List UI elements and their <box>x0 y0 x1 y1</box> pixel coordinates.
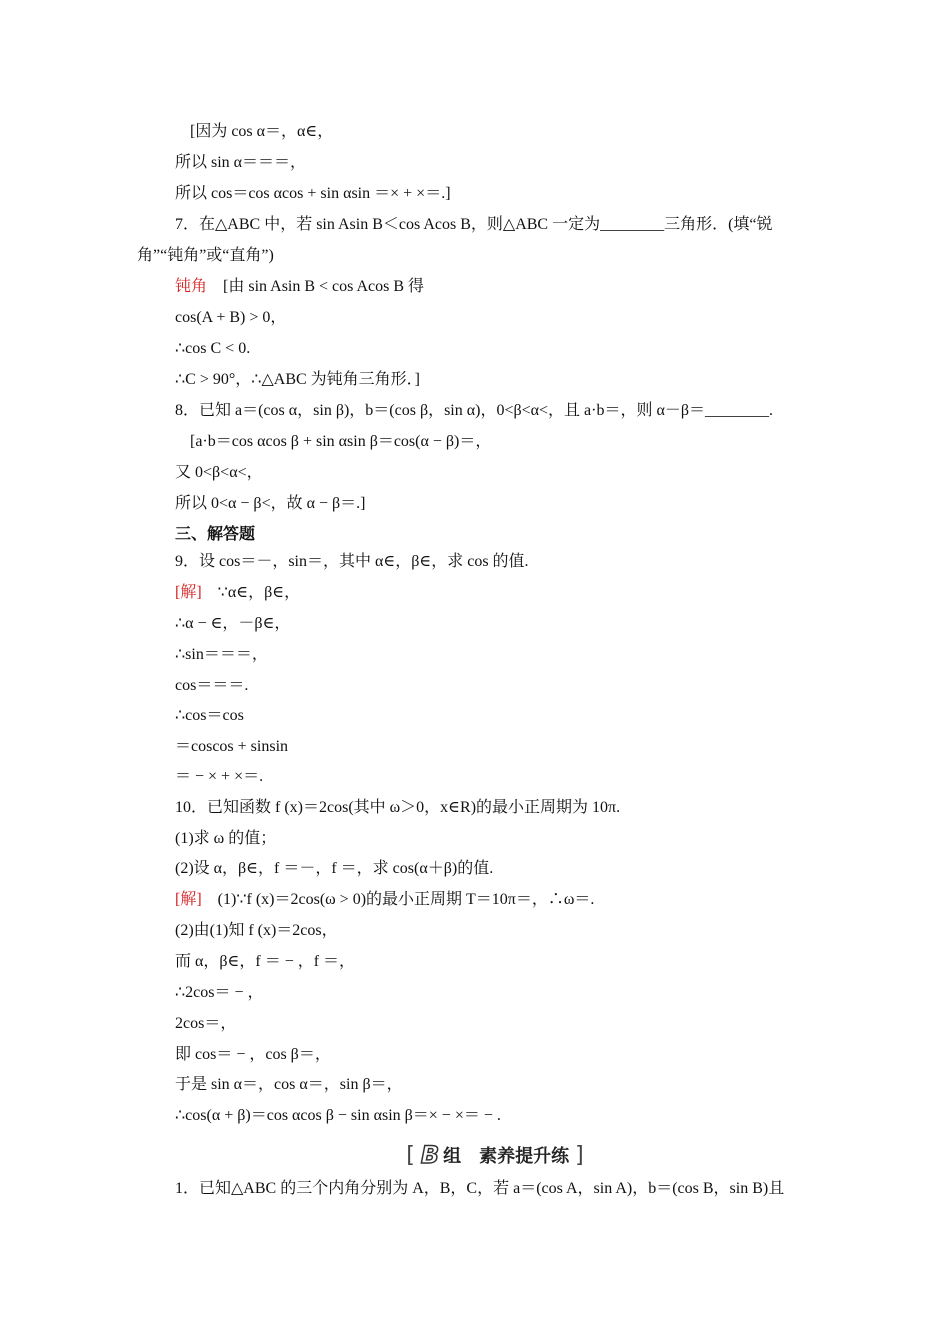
question-7-continued: 角”“钝角”或“直角”) <box>137 247 274 264</box>
solution-text: [由 sin Asin B < cos Acos B 得 <box>223 278 425 295</box>
solution-line: 所以 cos＝cos αcos + sin αsin ＝× + ×＝.] <box>175 185 451 202</box>
solution-line: ∴sin＝＝＝， <box>175 646 268 663</box>
section-heading: 三、解答题 <box>175 526 256 543</box>
solution-text: ∵α∈，β∈， <box>217 584 301 601</box>
solution-line: (2)由(1)知 f (x)＝2cos， <box>175 922 338 939</box>
group-b-header <box>395 1141 595 1169</box>
solution-line: ∴cos(α + β)＝cos αcos β − sin αsin β＝× − ×＝ − . <box>175 1107 501 1124</box>
solution-tag: [解] <box>175 584 202 601</box>
group-label: 组 <box>443 1146 462 1167</box>
question-10-part-2: (2)设 α，β∈，f ＝－，f ＝，求 cos(α＋β)的值. <box>175 860 494 877</box>
answer-text: 钝角 <box>175 278 208 295</box>
solution-line: 于是 sin α＝，cos α＝，sin β＝， <box>175 1076 403 1093</box>
question-8: 8．已知 a＝(cos α，sin β)，b＝(cos β，sin α)，0<β<α<，且 a·b＝，则 α－β＝________. <box>175 402 774 419</box>
right-bracket: ] <box>575 1142 584 1168</box>
solution-line: ＝ − × + ×＝. <box>175 768 264 785</box>
left-bracket: [ <box>406 1142 415 1168</box>
solution-tag: [解] <box>175 891 202 908</box>
solution-line <box>175 889 594 911</box>
solution-text: (1)∵f (x)＝2cos(ω > 0)的最小正周期 T＝10π＝，∴ω＝. <box>217 891 595 908</box>
question-10: 10．已知函数 f (x)＝2cos(其中 ω＞0，x∈R)的最小正周期为 10π. <box>175 799 621 816</box>
solution-line: 又 0<β<α<， <box>175 464 263 481</box>
solution-line: 即 cos＝ − ，cos β＝， <box>175 1046 331 1063</box>
solution-line: 所以 sin α＝＝＝， <box>175 154 307 171</box>
solution-line: [a·b＝cos αcos β + sin αsin β＝cos(α − β)＝， <box>190 433 492 450</box>
answer-line <box>175 276 424 298</box>
question-9: 9．设 cos＝－，sin＝，其中 α∈，β∈，求 cos 的值. <box>175 553 529 570</box>
question-b1: 1．已知△ABC 的三个内角分别为 A，B，C，若 a＝(cos A，sin A)，b＝(cos B，sin B)且 <box>175 1180 785 1197</box>
solution-line: 2cos＝， <box>175 1015 237 1032</box>
solution-line: cos(A + B) > 0， <box>175 309 287 326</box>
solution-line: ∴C > 90°，∴△ABC 为钝角三角形．] <box>175 371 420 388</box>
solution-line: 所以 0<α − β<，故 α − β＝.] <box>175 495 366 512</box>
group-title: 素养提升练 <box>479 1146 570 1167</box>
solution-line <box>175 582 300 604</box>
solution-line: ∴cos＝cos <box>175 707 244 724</box>
question-7: 7．在△ABC 中，若 sin Asin B＜cos Acos B，则△ABC 一定为________三角形．(填“锐 <box>175 216 773 233</box>
solution-line: ＝coscos + sinsin <box>175 738 289 755</box>
solution-line: ∴2cos＝ − ， <box>175 984 264 1001</box>
solution-line: cos＝＝＝. <box>175 677 249 694</box>
solution-line: [因为 cos α＝，α∈， <box>190 123 334 140</box>
solution-line: ∴cos C < 0. <box>175 340 251 357</box>
solution-line: ∴α − ∈，－β∈， <box>175 615 291 632</box>
question-10-part-1: (1)求 ω 的值； <box>175 830 277 847</box>
solution-line: 而 α，β∈，f ＝ − ，f ＝， <box>175 953 356 970</box>
group-badge: B <box>420 1141 440 1169</box>
